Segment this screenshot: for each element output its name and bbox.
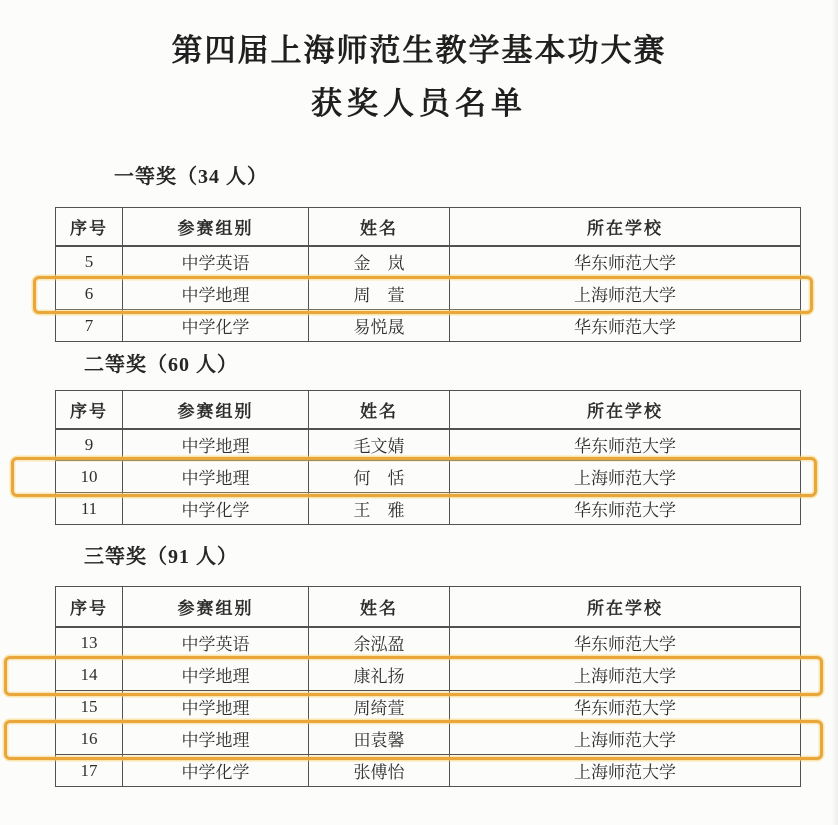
cell-group: 中学地理: [123, 659, 309, 691]
column-header-name: 姓名: [309, 391, 450, 429]
table-row: [56, 493, 801, 525]
cell-no: 14: [56, 659, 123, 691]
section-heading-third-prize: 三等奖（91 人）: [84, 546, 238, 568]
table-row: [56, 723, 801, 755]
cell-name: 周绮萱: [309, 691, 450, 723]
column-header-group: 参赛组别: [123, 208, 309, 246]
cell-group: 中学化学: [123, 310, 309, 342]
cell-name: 金 岚: [309, 246, 450, 278]
column-header-name: 姓名: [309, 587, 450, 627]
column-header-no: 序号: [56, 208, 123, 246]
cell-group: 中学英语: [123, 246, 309, 278]
column-header-school: 所在学校: [450, 391, 801, 429]
cell-school: 上海师范大学: [450, 461, 801, 493]
cell-school: 上海师范大学: [450, 723, 801, 755]
cell-school: 华东师范大学: [450, 310, 801, 342]
cell-group: 中学地理: [123, 723, 309, 755]
cell-name: 张傅怡: [309, 755, 450, 787]
cell-group: 中学地理: [123, 461, 309, 493]
cell-group: 中学化学: [123, 755, 309, 787]
cell-name: 王 雅: [309, 493, 450, 525]
cell-name: 田袁馨: [309, 723, 450, 755]
cell-no: 11: [56, 493, 123, 525]
cell-group: 中学地理: [123, 691, 309, 723]
table-row: [56, 278, 801, 310]
table-row: [56, 691, 801, 723]
scan-edge-shadow: [832, 0, 838, 825]
cell-no: 15: [56, 691, 123, 723]
cell-group: 中学地理: [123, 429, 309, 461]
column-header-school: 所在学校: [450, 208, 801, 246]
cell-group: 中学英语: [123, 627, 309, 659]
cell-group: 中学地理: [123, 278, 309, 310]
cell-name: 易悦晟: [309, 310, 450, 342]
table-row: [56, 310, 801, 342]
cell-school: 华东师范大学: [450, 627, 801, 659]
column-header-name: 姓名: [309, 208, 450, 246]
cell-name: 康礼扬: [309, 659, 450, 691]
column-header-group: 参赛组别: [123, 587, 309, 627]
cell-no: 5: [56, 246, 123, 278]
document-title-line2: 获奖人员名单: [311, 86, 527, 121]
cell-name: 毛文婧: [309, 429, 450, 461]
column-header-group: 参赛组别: [123, 391, 309, 429]
table-row: [56, 659, 801, 691]
cell-school: 上海师范大学: [450, 278, 801, 310]
cell-school: 上海师范大学: [450, 659, 801, 691]
cell-group: 中学化学: [123, 493, 309, 525]
table-row: [56, 627, 801, 659]
cell-no: 10: [56, 461, 123, 493]
table-row: [56, 461, 801, 493]
table-row: [56, 429, 801, 461]
table-header-row: [56, 391, 801, 429]
section-heading-first-prize: 一等奖（34 人）: [114, 166, 268, 188]
second-prize-table: [55, 390, 801, 525]
table-header-row: [56, 208, 801, 246]
cell-no: 7: [56, 310, 123, 342]
column-header-school: 所在学校: [450, 587, 801, 627]
cell-name: 何 恬: [309, 461, 450, 493]
table-row: [56, 755, 801, 787]
third-prize-table: [55, 586, 801, 787]
column-header-no: 序号: [56, 391, 123, 429]
cell-school: 华东师范大学: [450, 493, 801, 525]
cell-school: 华东师范大学: [450, 429, 801, 461]
document-title-line1: 第四届上海师范生教学基本功大赛: [171, 33, 667, 68]
table-header-row: [56, 587, 801, 627]
cell-no: 9: [56, 429, 123, 461]
cell-school: 华东师范大学: [450, 691, 801, 723]
cell-name: 周 萱: [309, 278, 450, 310]
cell-no: 16: [56, 723, 123, 755]
column-header-no: 序号: [56, 587, 123, 627]
cell-no: 17: [56, 755, 123, 787]
cell-school: 上海师范大学: [450, 755, 801, 787]
cell-no: 6: [56, 278, 123, 310]
table-row: [56, 246, 801, 278]
section-heading-second-prize: 二等奖（60 人）: [84, 354, 238, 376]
first-prize-table: [55, 207, 801, 342]
cell-name: 余泓盈: [309, 627, 450, 659]
cell-no: 13: [56, 627, 123, 659]
cell-school: 华东师范大学: [450, 246, 801, 278]
